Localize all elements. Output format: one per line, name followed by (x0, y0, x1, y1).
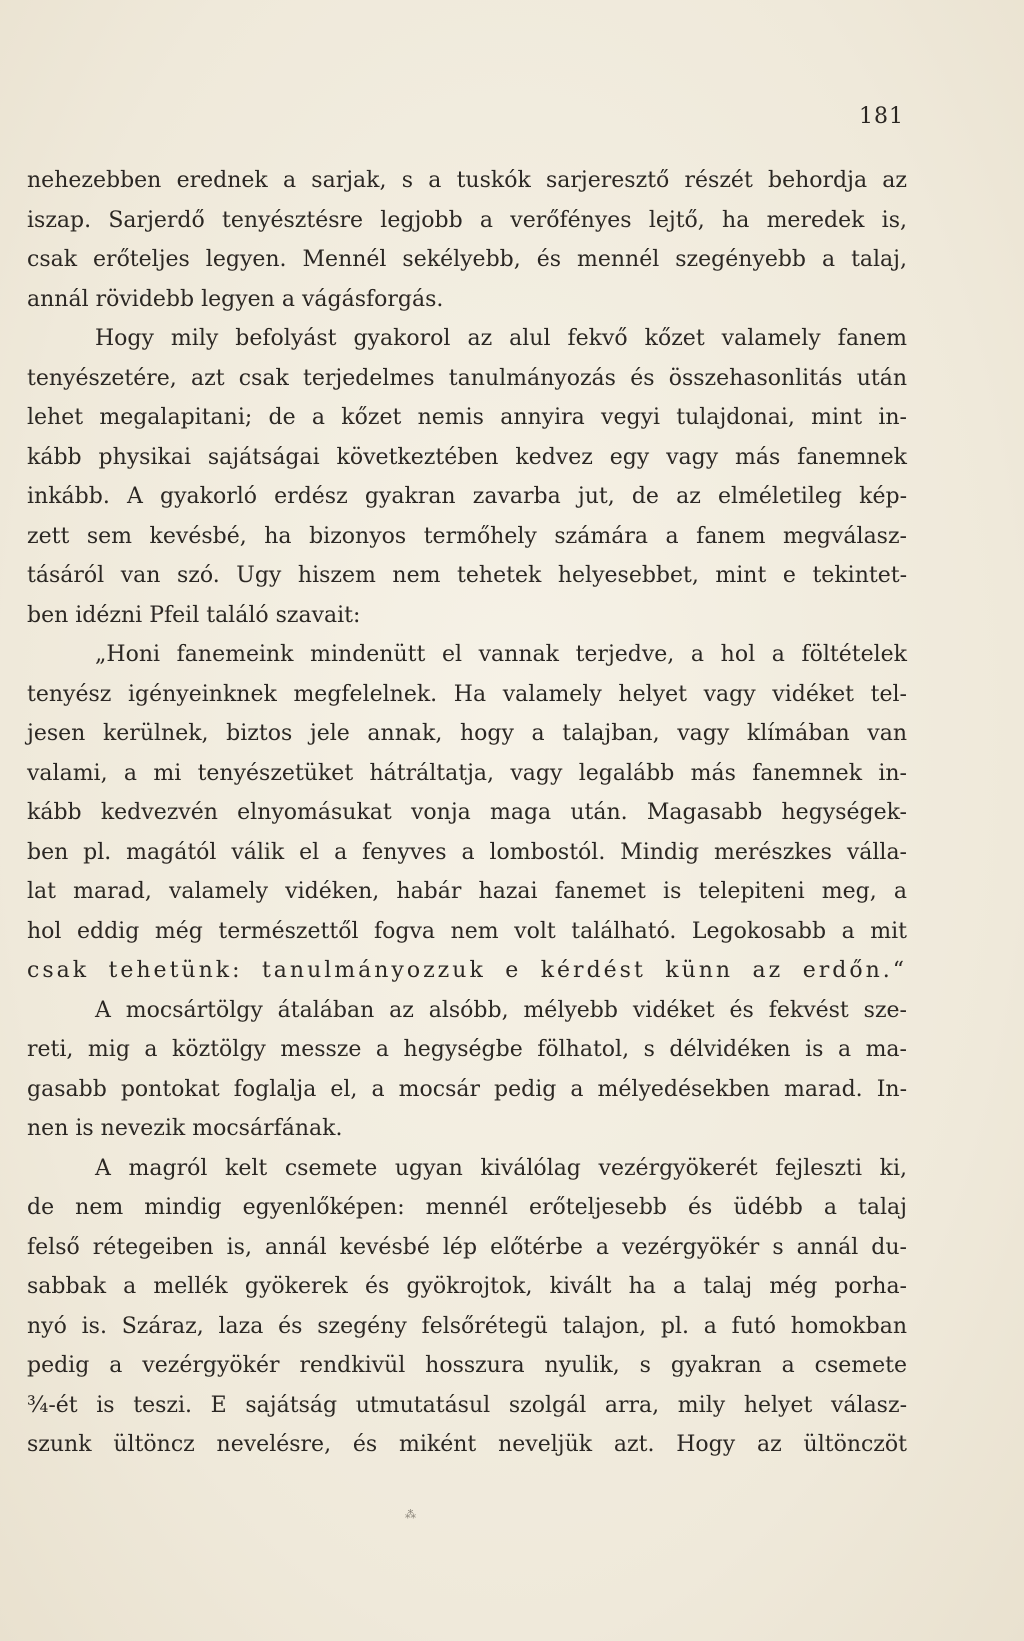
text-line: gasabb pontokat foglalja el, a mocsár pedig a mélyedésekben marad. In- (27, 1076, 907, 1102)
text-line: nyó is. Száraz, laza és szegény felsőrétegü talajon, pl. a futó homokban (27, 1313, 907, 1339)
text-line: lehet megalapitani; de a kőzet nemis annyira vegyi tulajdonai, mint in- (27, 405, 907, 430)
text-line: tásáról van szó. Ugy hiszem nem tehetek helyesebbet, mint e tekintet- (27, 563, 907, 588)
text-line: pedig a vezérgyökér rendkivül hosszura nyulik, s gyakran a csemete (27, 1353, 907, 1378)
text-line: nen is nevezik mocsárfának. (27, 1116, 343, 1141)
text-line: iszap. Sarjerdő tenyésztésre legjobb a verőfényes lejtő, ha meredek is, (27, 207, 907, 233)
text-line: tenyész igényeinknek megfelelnek. Ha valamely helyet vagy vidéket tel- (27, 681, 907, 707)
paragraph-start-line: A magról kelt csemete ugyan kiválólag vezérgyökerét fejleszti ki, (95, 1155, 907, 1181)
text-line: felső rétegeiben is, annál kevésbé lép előtérbe a vezérgyökér s annál du- (27, 1234, 907, 1260)
text-line: jesen kerülnek, biztos jele annak, hogy a talajban, vagy klímában van (27, 721, 907, 746)
text-line: inkább. A gyakorló erdész gyakran zavarba jut, de az elméletileg kép- (27, 484, 907, 509)
text-line: csak erőteljes legyen. Mennél sekélyebb, és mennél szegényebb a talaj, (27, 247, 907, 272)
text-line: zett sem kevésbé, ha bizonyos termőhely számára a fanem megválasz- (27, 523, 907, 549)
paragraph-start-line: Hogy mily befolyást gyakorol az alul fekvő kőzet valamely fanem (95, 326, 907, 351)
text-line: szunk ültöncz nevelésre, és miként neveljük azt. Hogy az ültönczöt (27, 1432, 907, 1457)
quote-start-line: „Honi fanemeink mindenütt el vannak terjedve, a hol a föltételek (95, 642, 907, 667)
body-text (27, 161, 907, 1465)
text-line: kább kedvezvén elnyomásukat vonja maga után. Magasabb hegységek- (27, 800, 907, 825)
text-line: lat marad, valamely vidéken, habár hazai fanemet is telepiteni meg, a (27, 879, 907, 904)
text-line: valami, a mi tenyészetüket hátráltatja, vagy legalább más fanemnek in- (27, 760, 907, 786)
text-line: hol eddig még természettől fogva nem volt található. Legokosabb a mit (27, 918, 907, 944)
text-line: kább physikai sajátságai következtében kedvez egy vagy más fanemnek (27, 444, 907, 470)
text-line: annál rövidebb legyen a vágásforgás. (27, 286, 444, 312)
text-line: tenyészetére, azt csak terjedelmes tanulmányozás és összehasonlitás után (27, 365, 907, 391)
page-number: 181 (859, 104, 904, 129)
paragraph-start-line: A mocsártölgy átalában az alsóbb, mélyebb vidéket és fekvést sze- (95, 997, 907, 1023)
quote-end-line: csak tehetünk: tanulmányozzuk e kérdést künn az erdőn.“ (27, 958, 907, 983)
text-line: nehezebben erednek a sarjak, s a tuskók sarjeresztő részét behordja az (27, 168, 907, 193)
text-line: ¾-ét is teszi. E sajátság utmutatásul szolgál arra, mily helyet válasz- (27, 1392, 907, 1418)
text-line: de nem mindig egyenlőképen: mennél erőteljesebb és üdébb a talaj (27, 1195, 907, 1220)
text-line: ben pl. magától válik el a fenyves a lombostól. Mindig merészkes válla- (27, 839, 907, 865)
ornament-icon: ⁂ (405, 1508, 416, 1521)
text-line: reti, mig a köztölgy messze a hegységbe fölhatol, s délvidéken is a ma- (27, 1037, 907, 1062)
text-line: ben idézni Pfeil találó szavait: (27, 602, 361, 628)
text-line: sabbak a mellék gyökerek és gyökrojtok, kivált ha a talaj még porha- (27, 1274, 907, 1299)
